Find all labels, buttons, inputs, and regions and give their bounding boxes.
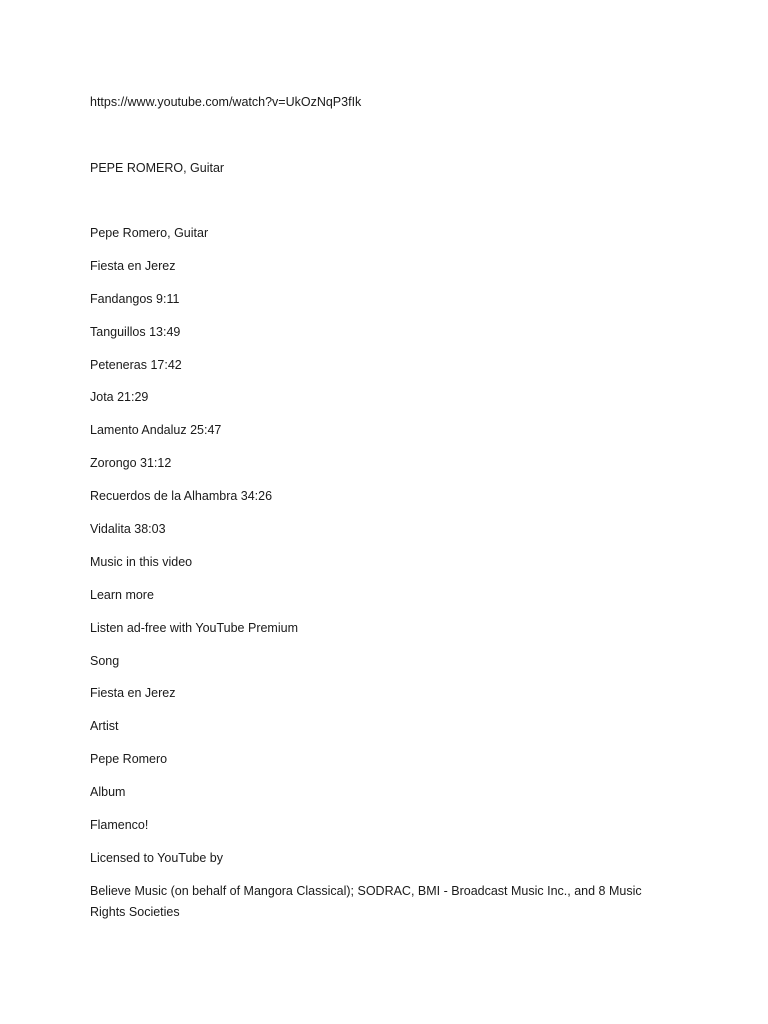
album-value: Flamenco!	[90, 818, 149, 833]
track-line: Jota 21:29	[90, 390, 149, 405]
text-lines	[90, 223, 690, 923]
learn-more-text: Learn more	[90, 587, 154, 602]
document-heading: PEPE ROMERO, Guitar	[90, 161, 225, 175]
track-line: Peteneras 17:42	[90, 357, 182, 372]
track-line: Recuerdos de la Alhambra 34:26	[90, 489, 273, 504]
license-label: Licensed to YouTube by	[90, 850, 223, 865]
artist-label: Artist	[90, 719, 119, 734]
track-line: Fandangos 9:11	[90, 291, 180, 306]
track-line: Vidalita 38:03	[90, 522, 166, 537]
text-line-performer: Pepe Romero, Guitar	[90, 226, 209, 240]
text-line-album-title: Fiesta en Jerez	[90, 258, 176, 273]
song-label: Song	[90, 653, 120, 668]
license-value: Believe Music (on behalf of Mangora Classical); SODRAC, BMI - Broadcast Music Inc., and 8 Music Rights Societies	[90, 883, 642, 919]
video-url: https://www.youtube.com/watch?v=UkOzNqP3fIk	[90, 95, 362, 109]
track-line: Zorongo 31:12	[90, 456, 172, 471]
premium-text: Listen ad-free with YouTube Premium	[90, 620, 298, 635]
song-value: Fiesta en Jerez	[90, 686, 176, 701]
artist-value: Pepe Romero	[90, 752, 168, 767]
album-label: Album	[90, 785, 126, 800]
music-section-heading: Music in this video	[90, 554, 193, 569]
track-line: Lamento Andaluz 25:47	[90, 423, 222, 438]
track-line: Tanguillos 13:49	[90, 324, 181, 339]
